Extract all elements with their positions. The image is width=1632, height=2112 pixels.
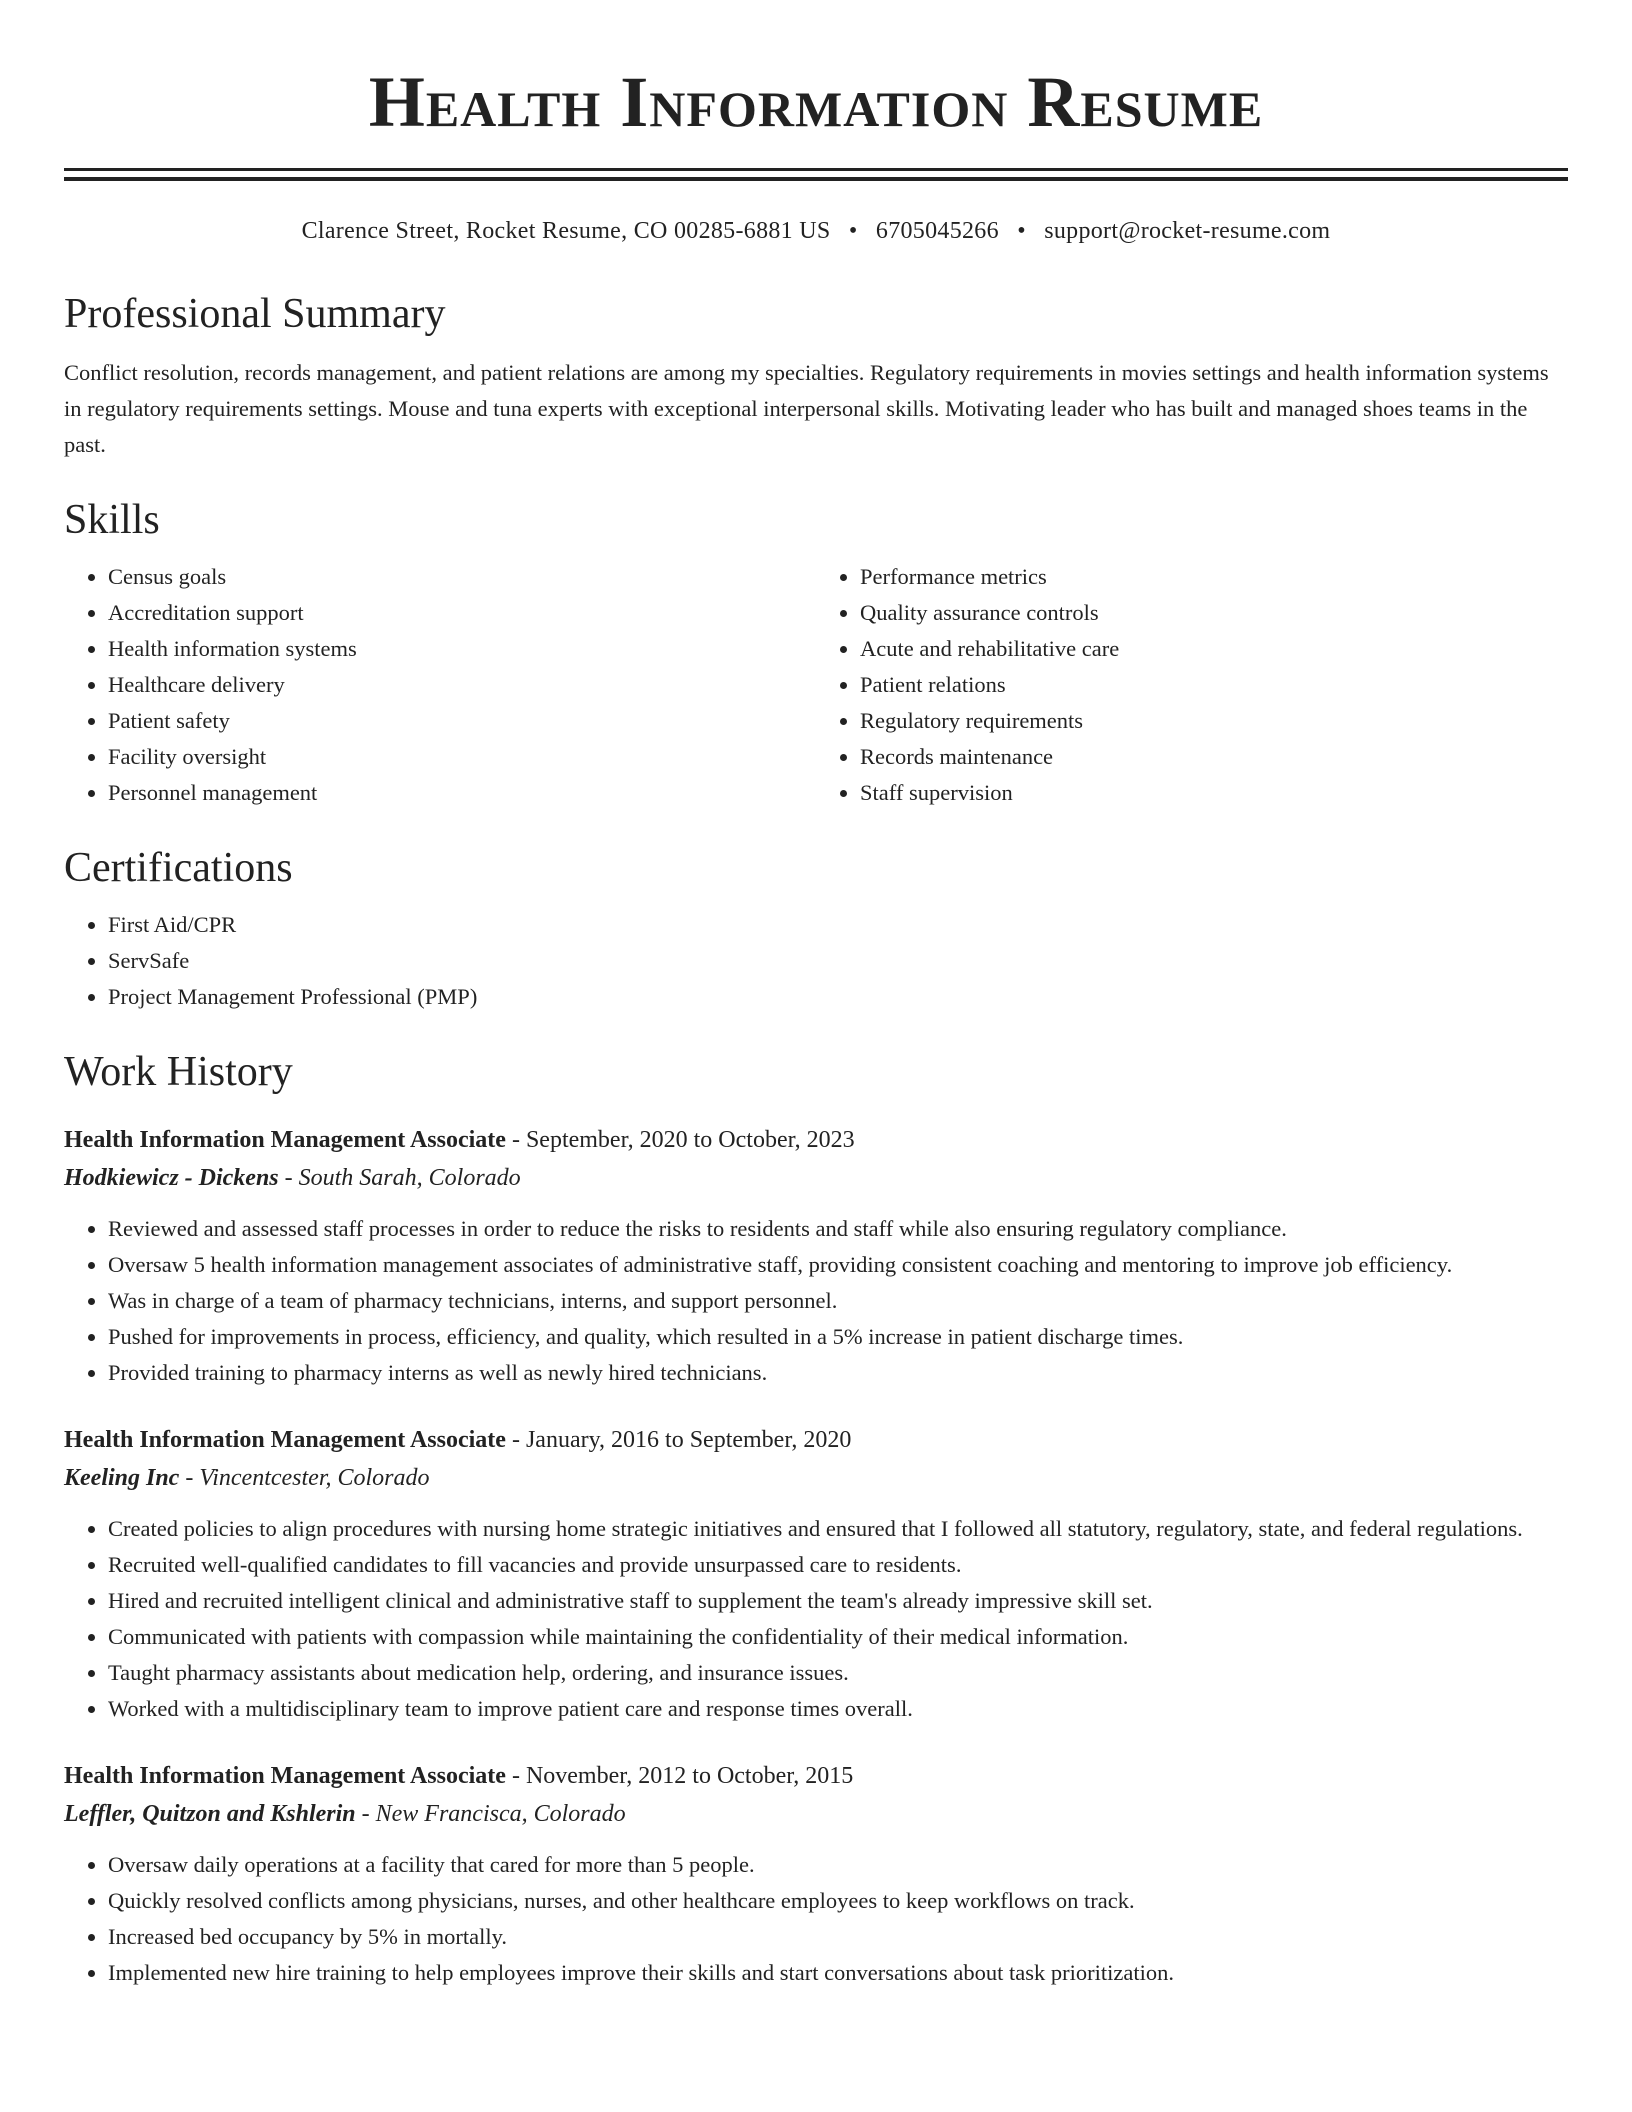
- certification-item: • ServSafe: [108, 943, 1568, 979]
- certifications-heading: Certifications: [64, 845, 293, 891]
- job-duty: • Communicated with patients with compassion while maintaining the confidentiality of their medical information.: [108, 1619, 1568, 1655]
- job-company: Keeling Inc: [64, 1465, 180, 1491]
- job-duty: • Pushed for improvements in process, efficiency, and quality, which resulted in a 5% increase in patient discharge times.: [108, 1319, 1568, 1355]
- job-duty: • Oversaw 5 health information management associates of administrative staff, providing consistent coaching and mentoring to improve job efficiency.: [108, 1247, 1568, 1283]
- skills-heading: Skills: [64, 497, 160, 543]
- skill-item: • Patient safety: [108, 703, 816, 739]
- skill-item: • Accreditation support: [108, 595, 816, 631]
- job-employer: [64, 1795, 1568, 1833]
- job-entry: [64, 1421, 1568, 1727]
- skills-column-right: [816, 559, 1568, 811]
- skill-item: • Census goals: [108, 559, 816, 595]
- job-employer: [64, 1459, 1568, 1497]
- job-header: [64, 1757, 1568, 1795]
- skill-item: • Patient relations: [860, 667, 1568, 703]
- skill-item: • Regulatory requirements: [860, 703, 1568, 739]
- job-dates: - January, 2016 to September, 2020: [505, 1427, 852, 1453]
- job-duty: • Oversaw daily operations at a facility that cared for more than 5 people.: [108, 1847, 1568, 1883]
- contact-separator: •: [848, 218, 858, 244]
- contact-line: [64, 215, 1568, 247]
- job-employer: [64, 1159, 1568, 1197]
- skill-item: • Staff supervision: [860, 775, 1568, 811]
- job-location: - New Francisca, Colorado: [355, 1801, 626, 1827]
- certification-item: • First Aid/CPR: [108, 907, 1568, 943]
- contact-phone: 6705045266: [875, 218, 999, 244]
- job-header: [64, 1421, 1568, 1459]
- job-duty: • Implemented new hire training to help employees improve their skills and start conversations about task prioritization.: [108, 1955, 1568, 1991]
- skill-item: • Performance metrics: [860, 559, 1568, 595]
- job-title: Health Information Management Associate: [64, 1427, 506, 1453]
- skill-item: • Healthcare delivery: [108, 667, 816, 703]
- title-divider-thin: [64, 168, 1568, 171]
- job-location: - South Sarah, Colorado: [278, 1165, 521, 1191]
- title-divider-thick: [64, 177, 1568, 181]
- job-duty: • Quickly resolved conflicts among physicians, nurses, and other healthcare employees to keep workflows on track.: [108, 1883, 1568, 1919]
- job-duty: • Worked with a multidisciplinary team to improve patient care and response times overall.: [108, 1691, 1568, 1727]
- skill-item: • Quality assurance controls: [860, 595, 1568, 631]
- contact-separator: •: [1017, 218, 1026, 244]
- job-header: [64, 1121, 1568, 1159]
- skill-item: • Health information systems: [108, 631, 816, 667]
- job-duties: [64, 1211, 1568, 1391]
- job-title: Health Information Management Associate: [64, 1763, 506, 1789]
- job-dates: - November, 2012 to October, 2015: [505, 1763, 854, 1789]
- job-duty: • Hired and recruited intelligent clinical and administrative staff to supplement the team's already impressive skill set.: [108, 1583, 1568, 1619]
- job-duty: • Provided training to pharmacy interns as well as newly hired technicians.: [108, 1355, 1568, 1391]
- skills-column-left: [64, 559, 816, 811]
- contact-email: support@rocket-resume.com: [1044, 218, 1331, 244]
- skill-item: • Personnel management: [108, 775, 816, 811]
- job-duty: • Increased bed occupancy by 5% in mortally.: [108, 1919, 1568, 1955]
- resume-title: Health Information Resume: [368, 62, 1264, 142]
- job-company: Hodkiewicz - Dickens: [64, 1165, 279, 1191]
- job-duty: • Was in charge of a team of pharmacy technicians, interns, and support personnel.: [108, 1283, 1568, 1319]
- job-duty: • Taught pharmacy assistants about medication help, ordering, and insurance issues.: [108, 1655, 1568, 1691]
- job-company: Leffler, Quitzon and Kshlerin: [64, 1801, 356, 1827]
- job-duty: • Recruited well-qualified candidates to fill vacancies and provide unsurpassed care to residents.: [108, 1547, 1568, 1583]
- skills-list: [64, 559, 1568, 811]
- job-duty: • Reviewed and assessed staff processes in order to reduce the risks to residents and staff while also ensuring regulatory compliance.: [108, 1211, 1568, 1247]
- job-duties: [64, 1511, 1568, 1727]
- job-title: Health Information Management Associate: [64, 1127, 506, 1153]
- contact-address: Clarence Street, Rocket Resume, CO 00285-6881 US: [301, 218, 831, 244]
- job-duty: • Created policies to align procedures with nursing home strategic initiatives and ensured that I followed all statutory, regulatory, state, and federal regulations.: [108, 1511, 1568, 1547]
- job-dates: - September, 2020 to October, 2023: [505, 1127, 855, 1153]
- job-location: - Vincentcester, Colorado: [179, 1465, 430, 1491]
- job-entry: [64, 1121, 1568, 1391]
- certifications-list: [64, 907, 1568, 1015]
- summary-text: Conflict resolution, records management, and patient relations are among my specialties. Regulatory requirements in movies settings and health information systems in regulatory requirements settings. Mouse and tuna experts with exceptional interpersonal skills. Motivating leader who has built and managed shoes teams in the past.: [64, 360, 1549, 457]
- skill-item: • Facility oversight: [108, 739, 816, 775]
- skill-item: • Records maintenance: [860, 739, 1568, 775]
- job-duties: [64, 1847, 1568, 1991]
- work-history-heading: Work History: [64, 1049, 293, 1095]
- summary-heading: Professional Summary: [64, 291, 446, 337]
- skill-item: • Acute and rehabilitative care: [860, 631, 1568, 667]
- certification-item: • Project Management Professional (PMP): [108, 979, 1568, 1015]
- job-entry: [64, 1757, 1568, 1991]
